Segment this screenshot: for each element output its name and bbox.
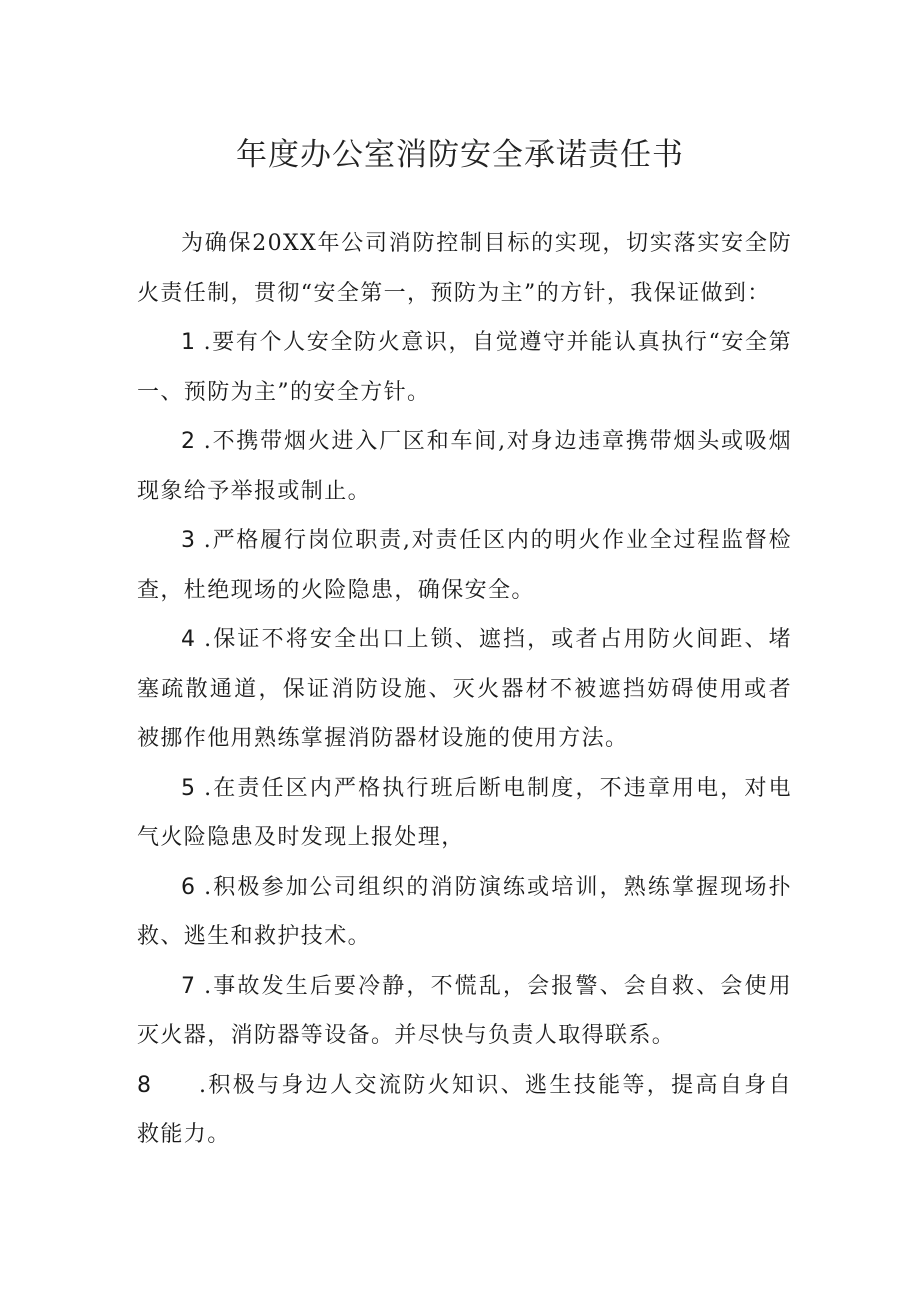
page-title: 年度办公室消防安全承诺责任书: [236, 136, 684, 173]
list-item: [137, 516, 792, 615]
list-item: [137, 863, 792, 962]
item-number: 7: [181, 973, 195, 999]
item-number: 3: [181, 528, 195, 553]
list-item: [137, 764, 792, 863]
item-text: .要有个人安全防火意识，自觉遵守并能认真执行“安全第一、预防为主”的安全方针。: [137, 330, 792, 405]
list-item: [137, 615, 792, 764]
item-text: .积极与身边人交流防火知识、逃生技能等，提高自身自救能力。: [137, 1072, 792, 1147]
item-number: 8: [137, 1072, 153, 1098]
list-item: [137, 962, 792, 1061]
item-number: 5: [181, 775, 195, 801]
item-number: 4: [181, 627, 195, 652]
list-item: [137, 318, 792, 417]
list-item: [137, 1061, 792, 1160]
item-number: 1: [181, 330, 195, 355]
document-body: [137, 219, 792, 1160]
list-item: [137, 417, 792, 516]
intro-paragraph: 为确保20XX年公司消防控制目标的实现，切实落实安全防火责任制，贯彻“安全第一，预防为主”的方针，我保证做到：: [137, 231, 792, 306]
item-text: .严格履行岗位职责,对责任区内的明火作业全过程监督检查，杜绝现场的火险隐患，确保安全。: [137, 528, 792, 603]
item-text: .在责任区内严格执行班后断电制度，不违章用电，对电气火险隐患及时发现上报处理，: [137, 775, 792, 850]
item-number: 6: [181, 874, 195, 900]
item-text: .不携带烟火进入厂区和车间,对身边违章携带烟头或吸烟现象给予举报或制止。: [137, 429, 792, 504]
item-text: .事故发生后要冷静，不慌乱，会报警、会自救、会使用灭火器，消防器等设备。并尽快与负责人取得联系。: [137, 973, 792, 1048]
item-text: .积极参加公司组织的消防演练或培训，熟练掌握现场扑救、逃生和救护技术。: [137, 874, 792, 949]
item-number: 2: [181, 429, 195, 454]
item-text: .保证不将安全出口上锁、遮挡，或者占用防火间距、堵塞疏散通道，保证消防设施、灭火器材不被遮挡妨碍使用或者被挪作他用熟练掌握消防器材设施的使用方法。: [137, 627, 792, 751]
